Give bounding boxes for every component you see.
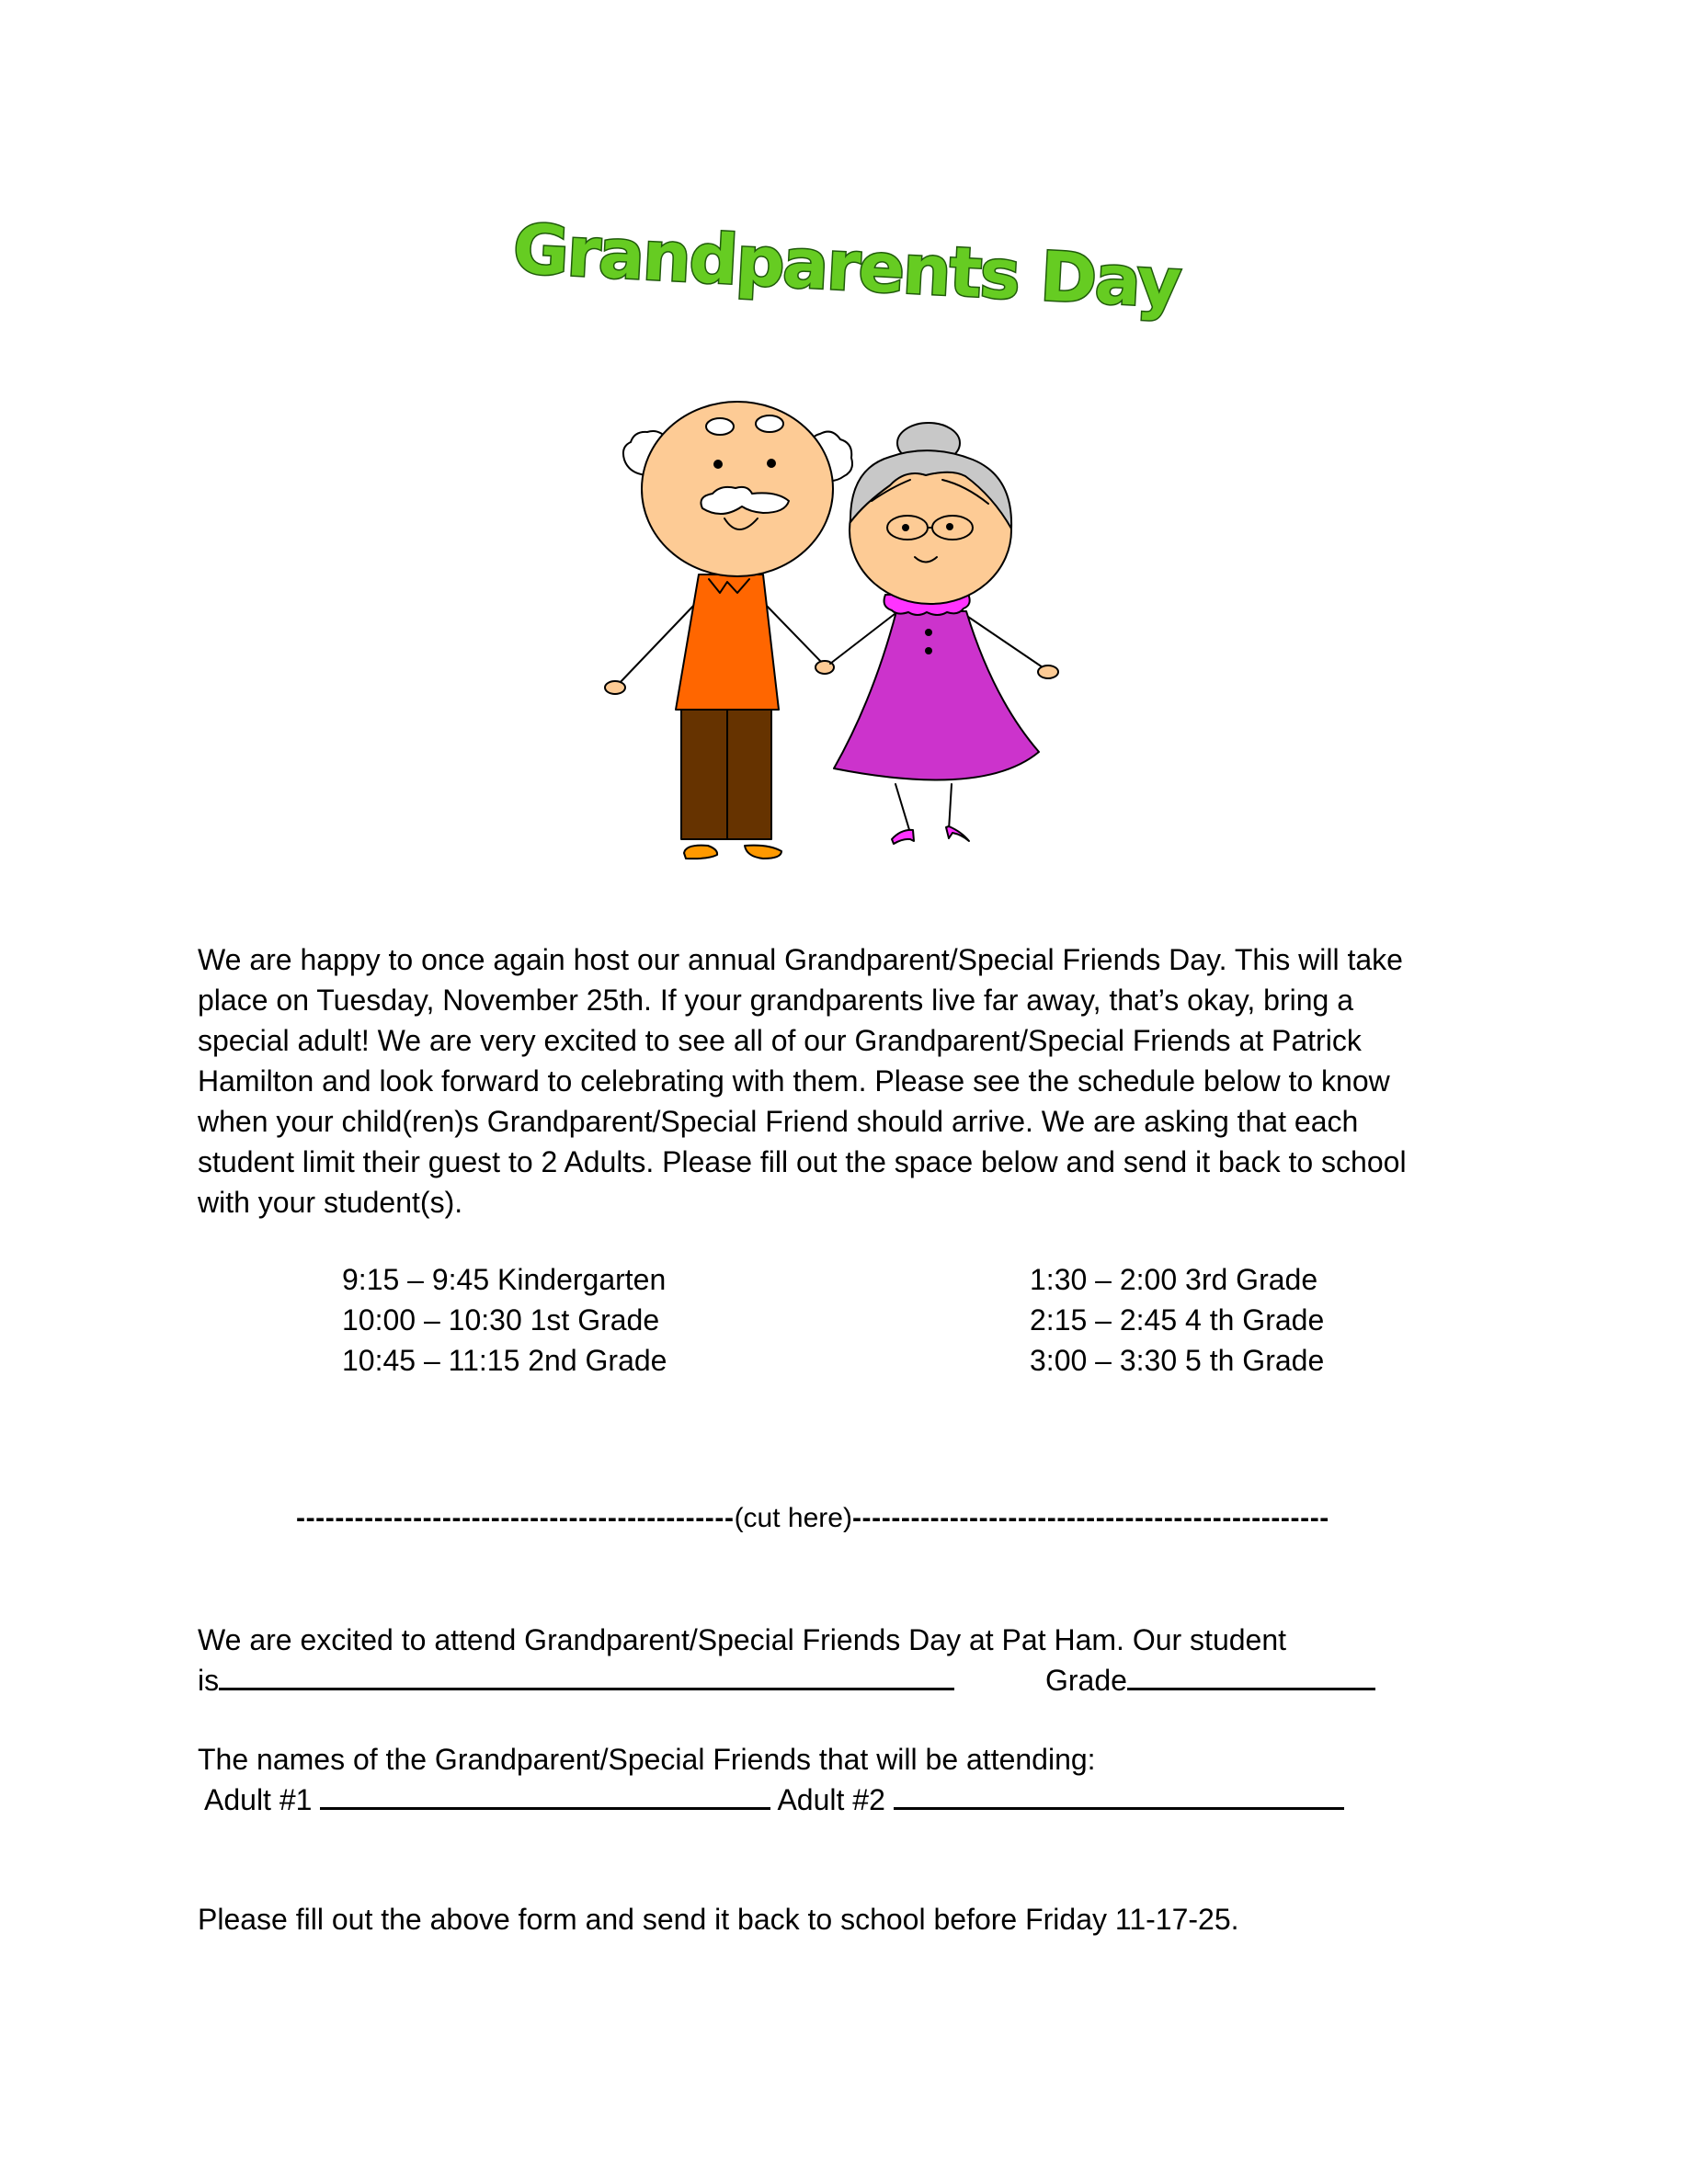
- grandma-leg: [949, 784, 952, 830]
- grandma-left-shoe: [892, 830, 914, 844]
- intro-line: when your child(ren)s Grandparent/Special Friend should arrive. We are asking that each: [198, 1105, 1359, 1138]
- schedule-item: 1:30 – 2:00 3rd Grade: [1030, 1263, 1318, 1296]
- bald-spot: [706, 418, 734, 435]
- grandpa-right-shoe: [745, 846, 781, 859]
- schedule-left-column: [342, 1259, 667, 1381]
- schedule-right-column: [1030, 1259, 1324, 1381]
- dress-button: [925, 647, 932, 654]
- intro-paragraph: [198, 939, 1485, 1223]
- grandma-eye: [902, 524, 909, 531]
- adult1-label: Adult #1: [204, 1783, 313, 1816]
- schedule-item: 10:00 – 10:30 1st Grade: [342, 1303, 660, 1337]
- page-title: Grandparents Day: [510, 210, 1182, 324]
- schedule-item: 2:15 – 2:45 4 th Grade: [1030, 1303, 1325, 1337]
- cut-line: [296, 1498, 1329, 1539]
- deadline-note: Please fill out the above form and send it back to school before Friday 11-17-25.: [198, 1903, 1239, 1936]
- grandpa-left-hand: [605, 681, 625, 694]
- intro-line: We are happy to once again host our annual Grandparent/Special Friends Day. This will take: [198, 943, 1403, 976]
- attendees-label: The names of the Grandparent/Special Friends that will be attending:: [198, 1743, 1096, 1776]
- cut-dashes-right: -------------------------------------------------: [851, 1503, 1329, 1533]
- adult2-field[interactable]: [894, 1783, 1344, 1810]
- student-prefix: is: [198, 1664, 220, 1697]
- intro-line: place on Tuesday, November 25th. If your grandparents live far away, that’s okay, bring a: [198, 984, 1353, 1017]
- intro-line: Hamilton and look forward to celebrating with them. Please see the schedule below to know: [198, 1064, 1390, 1098]
- student-row: [198, 1660, 954, 1701]
- grade-row: [1045, 1660, 1375, 1701]
- adult2-label: Adult #2: [777, 1783, 885, 1816]
- form-intro-line: We are excited to attend Grandparent/Special Friends Day at Pat Ham. Our student: [198, 1623, 1287, 1656]
- grandpa-eye: [713, 460, 723, 469]
- student-name-field[interactable]: [219, 1664, 954, 1690]
- schedule-item: 10:45 – 11:15 2nd Grade: [342, 1344, 667, 1377]
- intro-line: with your student(s).: [198, 1186, 463, 1219]
- grade-field[interactable]: [1127, 1664, 1375, 1690]
- title-logo: [510, 202, 1182, 340]
- adult1-field[interactable]: [320, 1783, 770, 1810]
- cut-dashes-left: ---------------------------------------------: [296, 1503, 735, 1533]
- schedule-item: 3:00 – 3:30 5 th Grade: [1030, 1344, 1325, 1377]
- grandma-eye: [946, 523, 953, 530]
- cut-here-label: (cut here): [734, 1503, 852, 1533]
- adults-row: [204, 1780, 1344, 1820]
- intro-line: special adult! We are very excited to see all of our Grandparent/Special Friends at Patrick: [198, 1024, 1362, 1057]
- grandma-right-hand: [1038, 665, 1058, 678]
- grandpa-shirt: [676, 574, 779, 710]
- dress-button: [925, 629, 932, 636]
- grade-label: Grade: [1045, 1664, 1127, 1697]
- intro-line: student limit their guest to 2 Adults. Please fill out the space below and send it back to school: [198, 1145, 1407, 1178]
- grandpa-eye: [767, 459, 776, 468]
- grandparents-illustration: [588, 386, 1103, 882]
- grandpa-left-shoe: [684, 846, 717, 859]
- grandma-right-shoe: [946, 826, 969, 841]
- bald-spot: [756, 415, 783, 432]
- schedule-item: 9:15 – 9:45 Kindergarten: [342, 1263, 667, 1296]
- grandma-leg: [895, 784, 910, 833]
